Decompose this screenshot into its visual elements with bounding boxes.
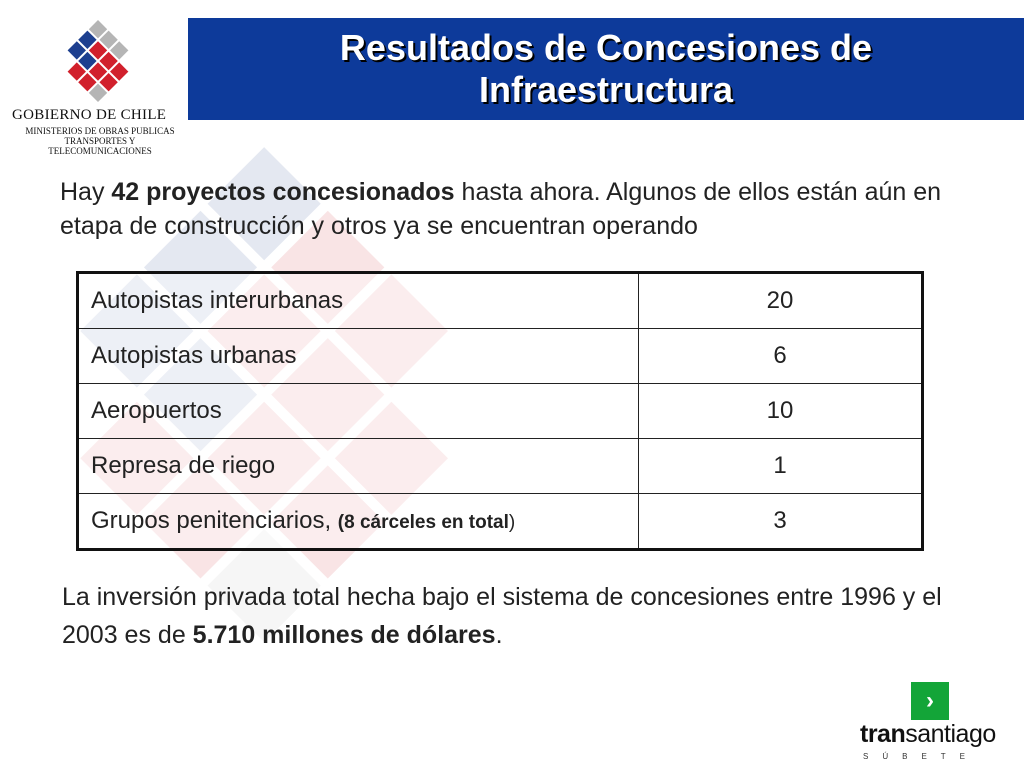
investment-text: . [495,621,503,649]
row-value: 1 [639,439,923,494]
logo-name: GOBIERNO DE CHILE [12,107,167,123]
row-note-close: ) [508,512,516,533]
title-bar [188,18,1024,120]
table-row [78,439,923,494]
concessions-table [76,271,924,551]
page-title: Resultados de Concesiones de Infraestructura [339,27,873,110]
next-arrow-icon[interactable] [911,682,949,720]
row-value: 20 [639,273,923,329]
logo-subtitle [12,126,188,156]
logo-strong-text: tran [860,720,906,748]
row-label: Aeropuertos [78,384,639,439]
row-label: Grupos penitenciarios, [91,507,338,534]
table-row [78,384,923,439]
investment-highlight: 5.710 millones de dólares [192,621,496,649]
row-label: Autopistas interurbanas [78,273,639,329]
row-value: 6 [639,329,923,384]
chevron-right-icon: › [926,687,934,714]
logo-rest-text: santiago [905,720,996,748]
logo-subtitle-line: TRANSPORTES Y [64,136,136,146]
row-value: 10 [639,384,923,439]
table-row [78,494,923,550]
row-label: Autopistas urbanas [78,329,639,384]
table-row [78,273,923,329]
investment-text: La inversión privada total hecha bajo el sistema de concesiones entre 1996 y el 2003 es de [62,583,942,649]
investment-paragraph [62,578,962,654]
row-label-with-note [78,494,639,550]
row-value: 3 [639,494,923,550]
government-logo [0,0,188,160]
intro-paragraph [60,175,980,243]
transantiago-logo [860,720,996,749]
intro-text: Hay [60,178,112,206]
row-note: (8 cárceles en total [337,512,509,533]
logo-subtitle-line: MINISTERIOS DE OBRAS PUBLICAS [25,126,175,136]
row-label: Represa de riego [78,439,639,494]
intro-highlight: 42 proyectos concesionados [111,178,455,206]
logo-subtitle-line: TELECOMUNICACIONES [48,146,152,156]
transantiago-tagline: SÚBETE [863,752,980,761]
government-logo-icon [46,14,150,106]
table-row [78,329,923,384]
intro-text: hasta ahora. Algunos de ellos están aún en etapa de construcción y otros ya se encuentran operando [60,178,942,240]
